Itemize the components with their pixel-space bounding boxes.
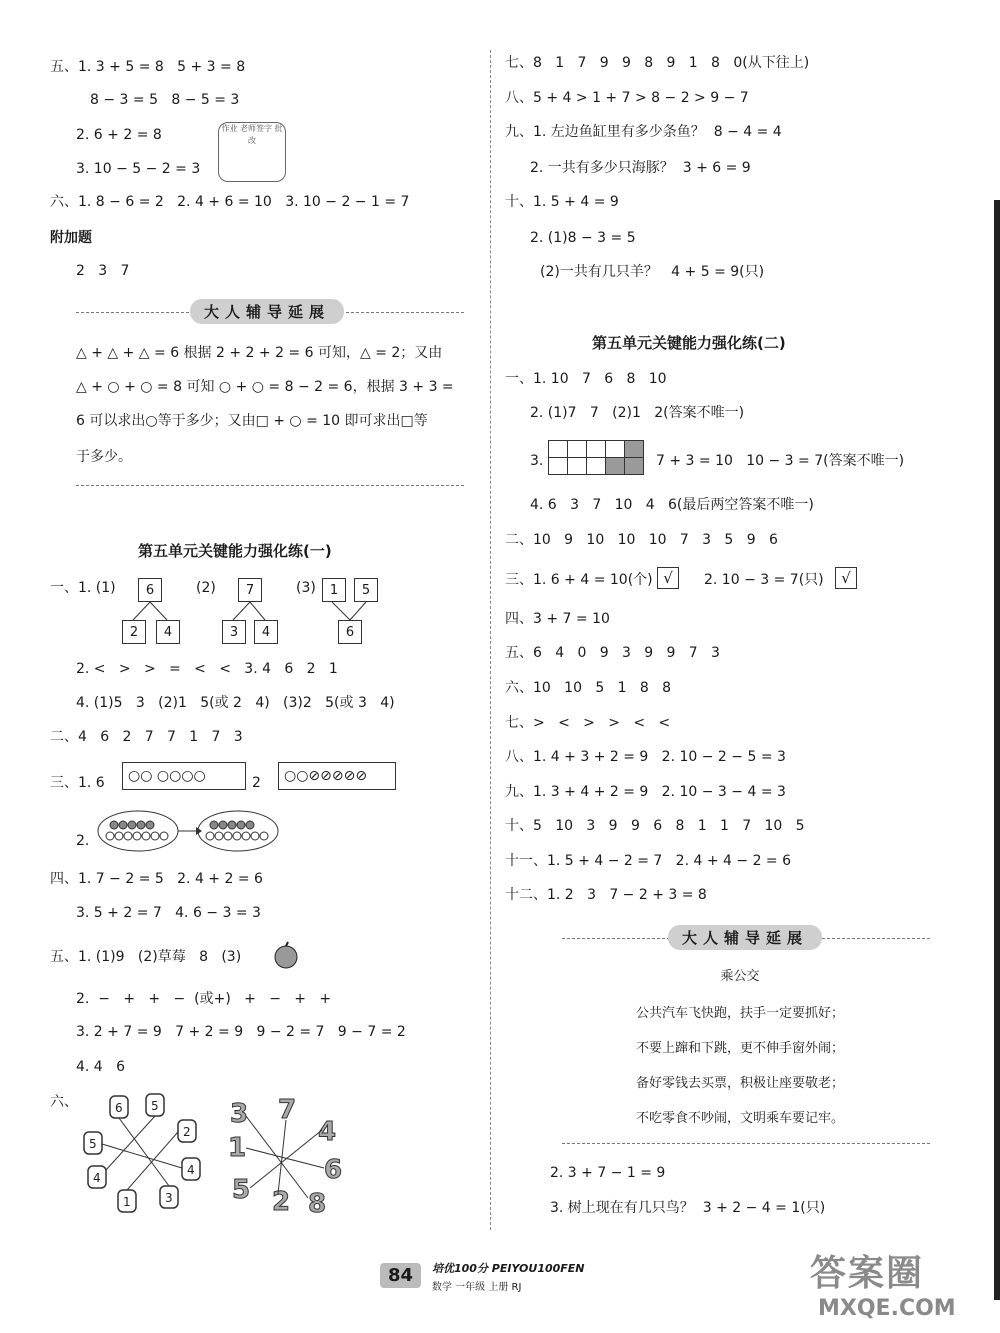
poem-line: 备好零钱去买票，积极让座要敬老； <box>635 1076 844 1091</box>
answer-line: 九、1. 左边鱼缸里有多少条鱼？ 8 − 4 = 4 <box>505 124 782 140</box>
dashed-divider <box>562 1143 930 1144</box>
svg-text:5: 5 <box>89 1137 97 1151</box>
answer-line: 十二、1. 2 3 7 − 2 + 3 = 8 <box>505 887 707 903</box>
crossed-circles-box: ○○⊘⊘⊘⊘⊘ <box>278 762 396 790</box>
svg-text:6: 6 <box>324 1155 343 1185</box>
svg-text:6: 6 <box>115 1101 123 1115</box>
circles-box: ○○ ○○○○ <box>122 762 246 790</box>
number-box: 1 <box>322 578 346 602</box>
answer-line: 2 3 7 <box>76 263 130 279</box>
section-title: 第五单元关键能力强化练(二) <box>592 334 786 352</box>
dashed-divider <box>76 485 464 486</box>
poem-line: 不要上蹿和下跳，更不伸手窗外闹； <box>635 1041 844 1056</box>
poem-line: 公共汽车飞快跑，扶手一定要抓好； <box>635 1006 844 1021</box>
checkmark-box: √ <box>657 567 679 589</box>
answer-line: 七、> < > > < < <box>505 715 671 731</box>
answer-line: 2. 一共有多少只海豚？ 3 + 6 = 9 <box>530 160 751 176</box>
answer-line: 九、1. 3 + 4 + 2 = 9 2. 10 − 3 − 4 = 3 <box>505 784 786 800</box>
answer-line: 4. 4 6 <box>76 1059 125 1075</box>
answer-line: 3. 10 − 5 − 2 = 3 <box>76 161 201 177</box>
explain-line: 6 可以求出○等于多少；又由□ + ○ = 10 即可求出□等 <box>76 413 428 429</box>
answer-line: 一、1. (1) <box>50 580 116 596</box>
number-box: 7 <box>238 578 262 602</box>
svg-text:8: 8 <box>308 1189 327 1219</box>
poem-title: 乘公交 <box>720 969 760 984</box>
answer-line: 4. (1)5 3 (2)1 5(或 2 4) (3)2 5(或 3 4) <box>76 695 395 711</box>
answer-line: 二、4 6 2 7 7 1 7 3 <box>50 729 243 745</box>
svg-text:4: 4 <box>93 1171 101 1185</box>
brand-logo: 培优100分 PEIYOU100FEN <box>432 1262 585 1275</box>
answer-line: 3. <box>530 453 544 469</box>
answer-line: 五、1. 3 + 5 = 8 5 + 3 = 8 <box>50 59 246 75</box>
poem-line: 不吃零食不吵闹，文明乘车要记牢。 <box>635 1111 844 1126</box>
answer-line: 2. < > > = < < 3. 4 6 2 1 <box>76 661 338 677</box>
svg-text:4: 4 <box>187 1163 195 1177</box>
answer-line: 7 + 3 = 10 10 − 3 = 7(答案不唯一) <box>656 453 905 469</box>
explain-line: △ + △ + △ = 6 根据 2 + 2 + 2 = 6 可知，△ = 2；又由 <box>76 345 443 361</box>
number-box: 6 <box>138 578 162 602</box>
answer-line: (3) <box>296 580 316 596</box>
answer-line: 五、6 4 0 9 3 9 9 7 3 <box>505 645 720 661</box>
svg-text:4: 4 <box>318 1117 337 1147</box>
explain-line: △ + ○ + ○ = 8 可知 ○ + ○ = 8 − 2 = 6，根据 3 + 3 = <box>76 379 454 395</box>
answer-line: 五、1. (1)9 (2)草莓 8 (3) <box>50 949 242 965</box>
number-box: 2 <box>122 620 146 644</box>
answer-line: 四、3 + 7 = 10 <box>505 611 610 627</box>
homework-stamp: 作业 老师签字 批改 <box>218 122 286 182</box>
answer-line: 2. 6 + 2 = 8 <box>76 127 162 143</box>
hands-matching-illustration <box>78 1090 212 1220</box>
answer-line: 4. 6 3 7 10 4 6(最后两空答案不唯一) <box>530 497 814 513</box>
answer-line: 七、8 1 7 9 9 8 9 1 8 0(从下往上) <box>505 55 810 71</box>
bonus-heading: 附加题 <box>50 230 92 246</box>
svg-text:5: 5 <box>151 1099 159 1113</box>
answer-line: 二、10 9 10 10 10 7 3 5 9 6 <box>505 532 778 548</box>
answer-line: 2 <box>252 775 261 791</box>
answer-line: 2. 3 + 7 − 1 = 9 <box>550 1165 666 1181</box>
answer-line: 三、1. 6 <box>50 775 105 791</box>
answer-line: 2. − + + − (或+) + − + + <box>76 991 332 1007</box>
split-lines <box>120 600 190 622</box>
answer-line: 十、5 10 3 9 9 6 8 1 1 7 10 5 <box>505 818 805 834</box>
answer-line: 十、1. 5 + 4 = 9 <box>505 194 619 210</box>
checkmark-box: √ <box>835 567 857 589</box>
answer-line: 三、1. 6 + 4 = 10(个) <box>505 572 653 588</box>
answer-line: 六、1. 8 − 6 = 2 2. 4 + 6 = 10 3. 10 − 2 − 1 = 7 <box>50 194 410 210</box>
ten-frame-grid <box>548 440 644 475</box>
number-box: 4 <box>156 620 180 644</box>
answer-line: (2) <box>196 580 216 596</box>
svg-text:1: 1 <box>228 1133 247 1163</box>
svg-text:7: 7 <box>278 1095 297 1125</box>
svg-text:3: 3 <box>165 1191 173 1205</box>
section-ribbon: 大人辅导延展 <box>190 299 344 324</box>
number-box: 3 <box>222 620 246 644</box>
answer-line: 十一、1. 5 + 4 − 2 = 7 2. 4 + 4 − 2 = 6 <box>505 853 792 869</box>
answer-line: 2. (1)8 − 3 = 5 <box>530 230 636 246</box>
answer-line: 2. (1)7 7 (2)1 2(答案不唯一) <box>530 405 745 421</box>
answer-line: 3. 5 + 2 = 7 4. 6 − 3 = 3 <box>76 905 261 921</box>
explain-line: 于多少。 <box>76 449 132 465</box>
answer-line: 八、5 + 4 > 1 + 7 > 8 − 2 > 9 − 7 <box>505 90 749 106</box>
svg-text:2: 2 <box>272 1187 291 1217</box>
book-info: 数学 一年级 上册 RJ <box>432 1282 522 1293</box>
number-box: 4 <box>254 620 278 644</box>
svg-text:1: 1 <box>123 1195 131 1209</box>
svg-text:5: 5 <box>232 1175 251 1205</box>
answer-line: 8 − 3 = 5 8 − 5 = 3 <box>90 92 240 108</box>
answer-line: 八、1. 4 + 3 + 2 = 9 2. 10 − 2 − 5 = 3 <box>505 749 786 765</box>
answer-line: (2)一共有几只羊？ 4 + 5 = 9(只) <box>540 264 765 280</box>
section-ribbon: 大人辅导延展 <box>668 925 822 950</box>
site-watermark-url: MXQE.COM <box>818 1296 956 1321</box>
answer-line: 六、10 10 5 1 8 8 <box>505 680 672 696</box>
svg-text:3: 3 <box>230 1099 249 1129</box>
answer-line: 2. 10 − 3 = 7(只) <box>704 572 824 588</box>
split-lines <box>220 600 290 622</box>
column-divider <box>490 50 491 1230</box>
apple-icon <box>272 940 302 970</box>
answer-line: 四、1. 7 − 2 = 5 2. 4 + 2 = 6 <box>50 871 263 887</box>
page-number: 84 <box>380 1263 421 1288</box>
number-box: 5 <box>354 578 378 602</box>
answer-line: 3. 2 + 7 = 9 7 + 2 = 9 9 − 2 = 7 9 − 7 = 2 <box>76 1024 406 1040</box>
answer-line: 3. 树上现在有几只鸟？ 3 + 2 − 4 = 1(只) <box>550 1200 826 1216</box>
scan-edge <box>994 200 1000 1300</box>
section-title: 第五单元关键能力强化练(一) <box>138 542 332 560</box>
numbers-matching-illustration <box>226 1094 356 1220</box>
merge-lines <box>320 600 390 622</box>
svg-text:2: 2 <box>183 1125 191 1139</box>
number-box: 6 <box>338 620 362 644</box>
answer-line: 2. <box>76 833 90 849</box>
answer-line: 一、1. 10 7 6 8 10 <box>505 371 667 387</box>
site-watermark: 答案圈 <box>810 1253 925 1294</box>
answer-line: 六、 <box>50 1094 78 1110</box>
circle-groups-illustration <box>96 808 282 854</box>
